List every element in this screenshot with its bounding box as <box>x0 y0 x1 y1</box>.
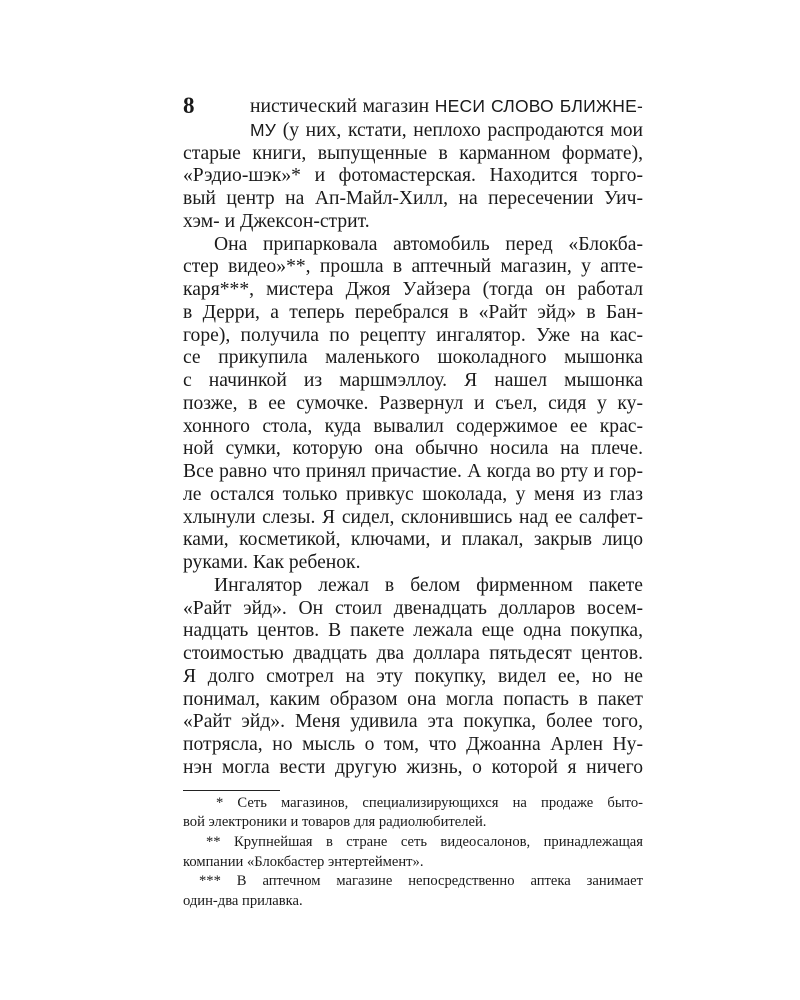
text-line: потрясла, но мысль о том, что Джоанна Арлен Ну- <box>183 734 643 755</box>
text-line: надцать центов. В пакете лежала еще одна покупка, <box>183 620 643 642</box>
text-line: Она припарковала автомобиль перед «Блокба- <box>214 233 643 255</box>
text-line: с начинкой из маршмэллоу. Я нашел мышонка <box>183 370 643 391</box>
text-line: ками, косметикой, ключами, и плакал, закрыв лицо <box>183 529 643 551</box>
text-line: руками. Как ребенок. <box>183 552 361 573</box>
footnote-line: один-два прилавка. <box>183 893 303 910</box>
text-line: Ингалятор лежал в белом фирменном пакете <box>214 574 643 596</box>
text-line: хонного стола, куда вывалил содержимое ее крас- <box>183 415 643 437</box>
text-line: хлынули слезы. Я сидел, склонившись над ее салфет- <box>183 506 643 528</box>
text-line: нистический магазин НЕСИ СЛОВО БЛИЖНЕ- <box>250 96 643 117</box>
text-line: ной сумки, которую она обычно носила на плече. <box>183 438 643 460</box>
footnote-line: *** В аптечном магазине непосредственно аптека занимает <box>199 873 643 890</box>
text-line: нэн могла вести другую жизнь, о которой я ничего <box>183 756 643 778</box>
text-line: позже, в ее сумочке. Развернул и съел, сидя у ку- <box>183 392 643 414</box>
body-text <box>183 95 643 780</box>
text-line: стер видео»**, прошла в аптечный магазин, у апте- <box>183 256 643 278</box>
footnotes <box>183 794 643 912</box>
footnote-line: * Сеть магазинов, специализирующихся на продаже быто- <box>216 794 643 811</box>
text-line: хэм- и Джексон-стрит. <box>183 210 370 232</box>
text-line: понимал, каким образом она могла попасть в пакет <box>183 688 643 710</box>
text-line: в Дерри, а теперь перебрался в «Райт эйд» в Бан- <box>183 301 643 323</box>
footnote-divider <box>183 790 280 791</box>
text-line: вый центр на Ап-Майл-Хилл, на пересечении Уич- <box>183 188 643 209</box>
footnote-line: вой электроники и товаров для радиолюбителей. <box>183 814 487 831</box>
footnote-line: компании «Блокбастер энтертеймент». <box>183 853 424 870</box>
text-line: стоимостью двадцать два доллара пятьдесят центов. <box>183 643 643 664</box>
text-line: ле остался только привкус шоколада, у меня из глаз <box>183 483 643 505</box>
text-line: горе), получила по рецепту ингалятор. Уже на кас- <box>183 324 643 346</box>
text-line: «Рэдио-шэк»* и фотомастерская. Находится торго- <box>183 165 643 187</box>
book-title-inline: НЕСИ СЛОВО БЛИЖНЕ- <box>434 96 643 116</box>
book-page <box>183 95 643 912</box>
text-line: «Райт эйд». Меня удивила эта покупка, более того, <box>183 711 643 733</box>
text-line: Я долго смотрел на эту покупку, видел ее, но не <box>183 665 643 687</box>
text-line: Все равно что принял причастие. А когда во рту и гор- <box>183 461 643 482</box>
page-number: 8 <box>183 93 195 118</box>
book-title-inline-cont: МУ <box>250 119 277 140</box>
text-line: каря***, мистера Джоя Уайзера (тогда он работал <box>183 279 643 300</box>
text-line: старые книги, выпущенные в карманном формате), <box>183 142 643 164</box>
text-line: се прикупила маленького шоколадного мышонка <box>183 347 643 369</box>
footnote-line: ** Крупнейшая в стране сеть видеосалонов, принадлежащая <box>206 833 643 850</box>
text-line: «Райт эйд». Он стоил двенадцать долларов восем- <box>183 597 643 619</box>
text-line: МУ (у них, кстати, неплохо распродаются мои <box>250 119 643 141</box>
